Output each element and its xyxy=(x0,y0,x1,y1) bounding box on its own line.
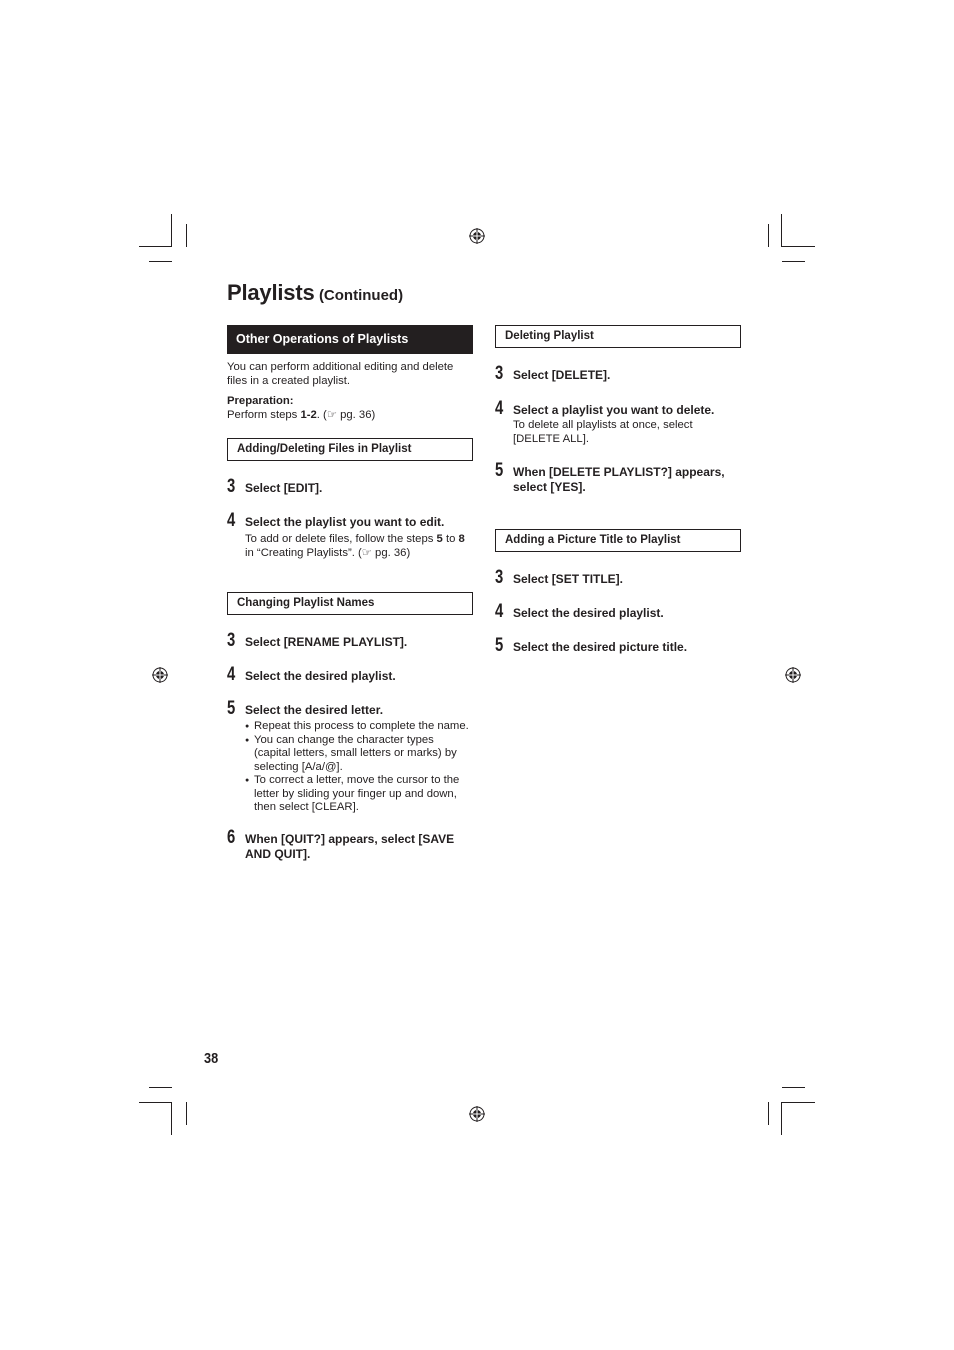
step-text: When [QUIT?] appears, select [SAVE AND QUIT]. xyxy=(245,831,455,861)
step-subtext xyxy=(245,533,473,560)
step-number: 5 xyxy=(495,635,504,656)
page-title xyxy=(227,280,403,306)
bullet-item: ● To correct a letter, move the cursor to the letter by sliding your finger up and down, then select [CLEAR]. xyxy=(245,774,473,815)
page-number: 38 xyxy=(204,1050,219,1067)
subtext-part: in “Creating Playlists”. (☞ pg. 36) xyxy=(245,546,411,559)
step-text: Select the desired picture title. xyxy=(513,640,688,654)
subtext-part: to xyxy=(442,533,459,545)
registration-mark-icon xyxy=(469,228,485,244)
step-item xyxy=(227,476,473,497)
page-title-main: Playlists xyxy=(227,280,315,305)
section-heading-deleting-playlist: Deleting Playlist xyxy=(495,325,741,348)
preparation-suffix: . (☞ pg. 36) xyxy=(316,408,376,421)
step-text: Select the desired playlist. xyxy=(245,669,396,683)
step-number: 4 xyxy=(227,510,236,531)
step-item xyxy=(227,510,473,560)
subtext-step-ref: 5 xyxy=(436,533,443,545)
step-text: When [DELETE PLAYLIST?] appears, select [YES]. xyxy=(513,465,725,494)
preparation-prefix: Perform steps xyxy=(227,408,301,421)
bullet-item: ● You can change the character types (capital letters, small letters or marks) by selecting [A/a/@]. xyxy=(245,734,473,775)
step-text: Select [RENAME PLAYLIST]. xyxy=(245,635,408,649)
step-item xyxy=(227,826,473,862)
step-item xyxy=(227,698,473,815)
step-text: Select [EDIT]. xyxy=(245,481,323,495)
registration-mark-icon xyxy=(152,667,168,683)
section-heading-adding-deleting: Adding/Deleting Files in Playlist xyxy=(227,438,473,461)
section-heading-picture-title: Adding a Picture Title to Playlist xyxy=(495,529,741,552)
step-item xyxy=(227,664,473,685)
step-item xyxy=(495,398,741,446)
step-item xyxy=(495,635,741,656)
subtext-step-ref: 8 xyxy=(458,533,465,545)
subtext-part: To add or delete files, follow the steps xyxy=(245,533,437,545)
section-heading-changing-names: Changing Playlist Names xyxy=(227,592,473,615)
left-column xyxy=(227,325,473,862)
preparation-label: Preparation: xyxy=(227,395,294,407)
section-heading-other-operations: Other Operations of Playlists xyxy=(227,325,473,354)
step-text: Select the playlist you want to edit. xyxy=(245,515,445,529)
step-text: Select the desired letter. xyxy=(245,703,384,717)
bullet-item: ● Repeat this process to complete the name. xyxy=(245,720,473,734)
step-text: Select [DELETE]. xyxy=(513,368,611,382)
preparation-text xyxy=(227,409,473,423)
step-item xyxy=(495,363,741,384)
step-number: 4 xyxy=(495,601,504,622)
step-number: 5 xyxy=(227,698,236,719)
right-column xyxy=(495,325,741,655)
step-item xyxy=(495,460,741,495)
step-item xyxy=(495,601,741,622)
step-number: 4 xyxy=(227,664,236,685)
bullet-list xyxy=(245,720,473,815)
step-item xyxy=(495,567,741,588)
step-subtext: To delete all playlists at once, select [DELETE ALL]. xyxy=(513,419,693,445)
page-title-continued: (Continued) xyxy=(318,287,404,304)
step-number: 3 xyxy=(227,476,236,497)
registration-mark-icon xyxy=(785,667,801,683)
step-text: Select [SET TITLE]. xyxy=(513,572,624,586)
step-number: 3 xyxy=(227,630,236,651)
step-number: 4 xyxy=(495,398,504,419)
step-text: Select a playlist you want to delete. xyxy=(513,403,715,417)
intro-text: You can perform additional editing and delete files in a created playlist. xyxy=(227,361,454,387)
step-number: 3 xyxy=(495,363,504,384)
registration-mark-icon xyxy=(469,1106,485,1122)
step-text: Select the desired playlist. xyxy=(513,606,664,620)
step-number: 5 xyxy=(495,460,504,481)
step-item xyxy=(227,630,473,651)
step-number: 3 xyxy=(495,567,504,588)
step-number: 6 xyxy=(227,826,236,848)
preparation-steps: 1-2 xyxy=(300,408,317,421)
